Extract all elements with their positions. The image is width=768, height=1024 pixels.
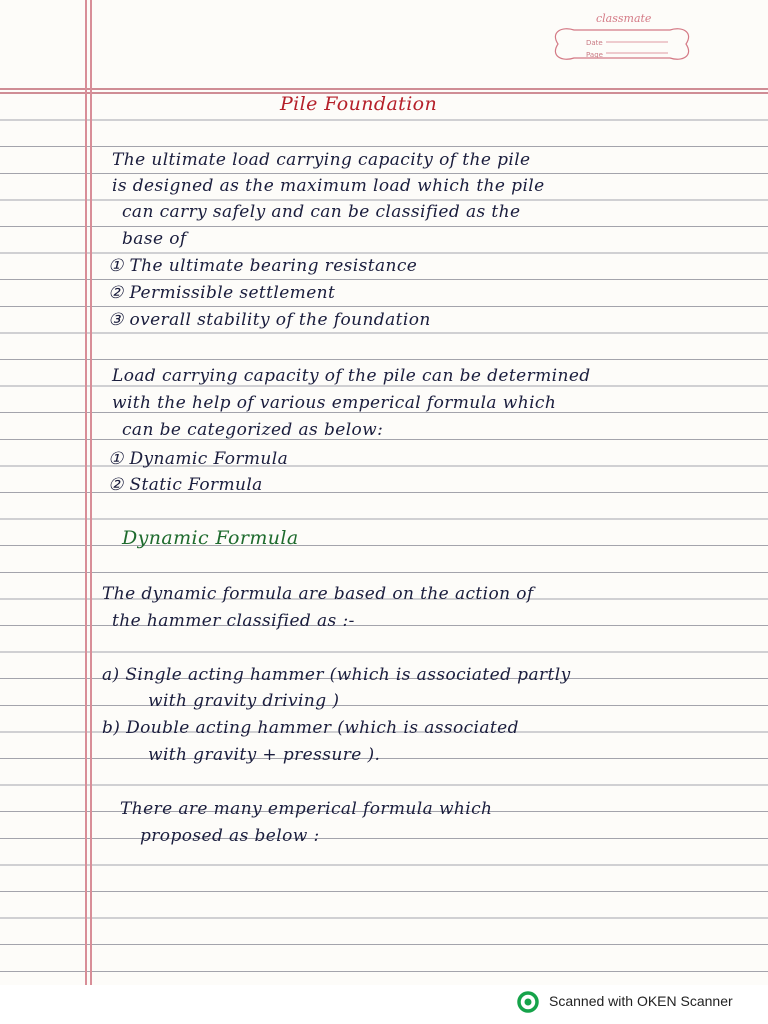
para3-line-2: the hammer classified as :- <box>112 611 355 631</box>
margin-line-1 <box>85 0 87 985</box>
list1-item-2: ② Permissible settlement <box>108 283 336 303</box>
list1-item-1: ① The ultimate bearing resistance <box>108 256 418 276</box>
list3-item-a-cont: with gravity driving ) <box>148 691 340 711</box>
para2-line-3: can be categorized as below: <box>122 420 384 440</box>
para1-line-3: can carry safely and can be classified as the <box>122 202 521 222</box>
date-page-stamp-icon <box>548 22 696 66</box>
para1-line-2: is designed as the maximum load which the pile <box>112 176 545 196</box>
margin-line-2 <box>90 0 92 985</box>
header-rule <box>0 88 768 90</box>
para1-line-4: base of <box>122 229 187 249</box>
scanner-watermark-text: Scanned with OKEN Scanner <box>549 993 733 1009</box>
list2-item-2: ② Static Formula <box>108 475 263 495</box>
para4-line-2: proposed as below : <box>140 826 320 846</box>
stamp-page-label: Page <box>586 51 603 59</box>
oken-scanner-logo-icon <box>517 991 539 1013</box>
para2-line-1: Load carrying capacity of the pile can be determined <box>112 366 591 386</box>
list1-item-3: ③ overall stability of the foundation <box>108 310 431 330</box>
list3-item-b: b) Double acting hammer (which is associated <box>102 718 519 738</box>
list3-item-a: a) Single acting hammer (which is associated partly <box>102 665 571 685</box>
para2-line-2: with the help of various emperical formula which <box>112 393 557 413</box>
list3-item-b-cont: with gravity + pressure ). <box>148 745 381 765</box>
para1-line-1: The ultimate load carrying capacity of the pile <box>112 150 531 170</box>
list2-item-1: ① Dynamic Formula <box>108 449 289 469</box>
section-heading-dynamic-formula: Dynamic Formula <box>122 527 299 549</box>
stamp-date-label: Date <box>586 39 603 47</box>
stamp-brand: classmate <box>596 12 652 25</box>
page-title: Pile Foundation <box>280 93 438 115</box>
para4-line-1: There are many emperical formula which <box>120 799 493 819</box>
para3-line-1: The dynamic formula are based on the action of <box>102 584 534 604</box>
